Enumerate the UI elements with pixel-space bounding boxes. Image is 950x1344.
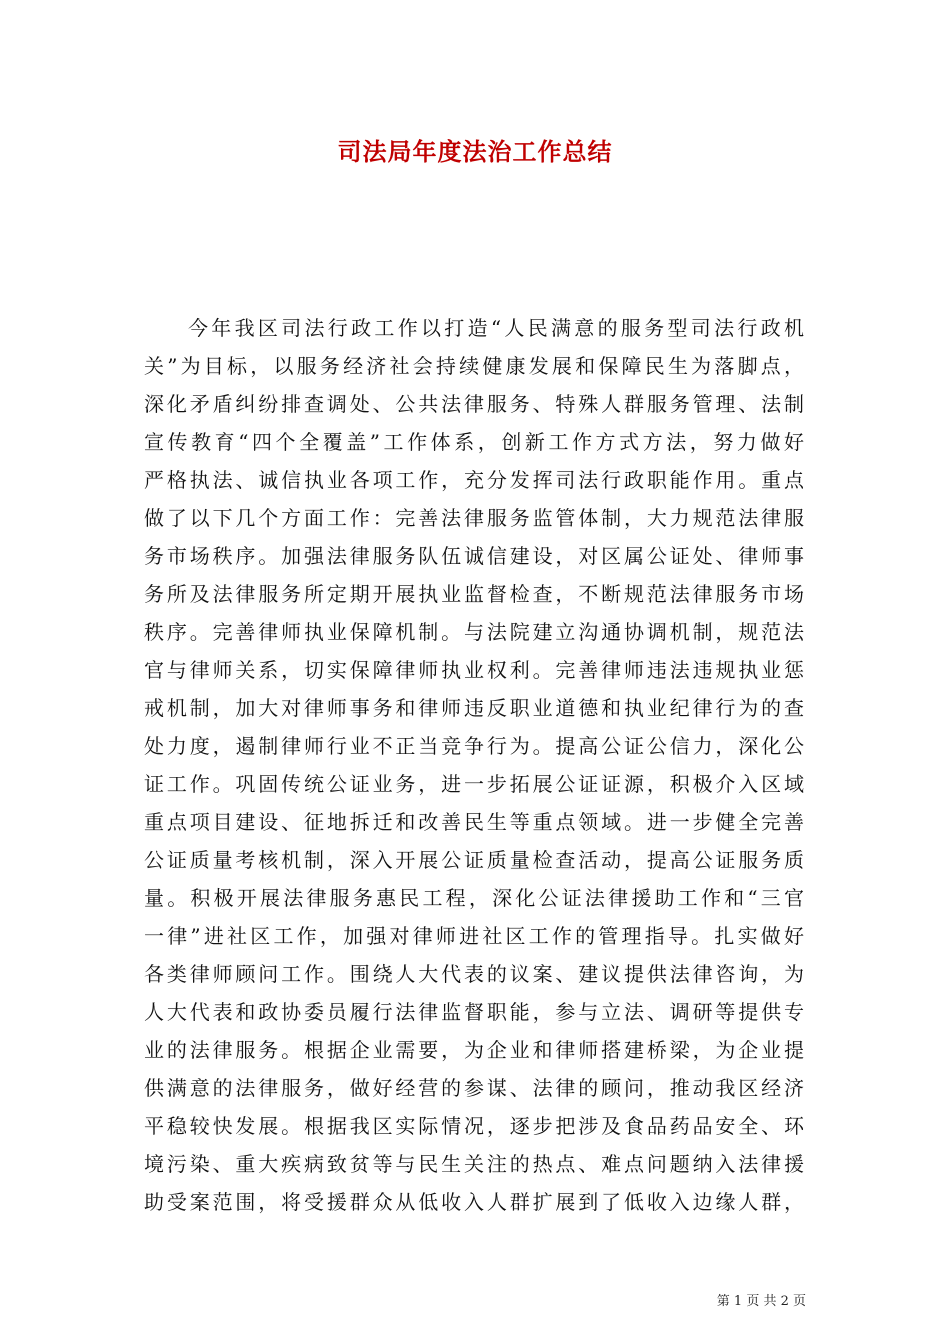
document-body	[144, 309, 804, 1221]
body-line: 助受案范围，将受援群众从低收入人群扩展到了低收入边缘人群，	[144, 1190, 804, 1214]
body-line: 业的法律服务。根据企业需要，为企业和律师搭建桥梁，为企业提	[144, 1038, 804, 1062]
body-line: 务所及法律服务所定期开展执业监督检查，不断规范法律服务市场	[144, 582, 804, 606]
body-line: 境污染、重大疾病致贫等与民生关注的热点、难点问题纳入法律援	[144, 1152, 804, 1176]
body-line: 量。积极开展法律服务惠民工程，深化公证法律援助工作和“三官	[144, 886, 804, 910]
body-line: 秩序。完善律师执业保障机制。与法院建立沟通协调机制，规范法	[144, 620, 804, 644]
document-title: 司法局年度法治工作总结	[337, 137, 613, 166]
body-line: 供满意的法律服务，做好经营的参谋、法律的顾问，推动我区经济	[144, 1076, 804, 1100]
body-line: 关”为目标，以服务经济社会持续健康发展和保障民生为落脚点，	[144, 354, 804, 378]
body-line: 宣传教育“四个全覆盖”工作体系，创新工作方式方法，努力做好	[144, 430, 804, 454]
body-line: 人大代表和政协委员履行法律监督职能，参与立法、调研等提供专	[144, 1000, 804, 1024]
body-line: 公证质量考核机制，深入开展公证质量检查活动，提高公证服务质	[144, 848, 804, 872]
body-line: 证工作。巩固传统公证业务，进一步拓展公证证源，积极介入区域	[144, 772, 804, 796]
body-line: 戒机制，加大对律师事务和律师违反职业道德和执业纪律行为的查	[144, 696, 804, 720]
body-line: 严格执法、诚信执业各项工作，充分发挥司法行政职能作用。重点	[144, 468, 804, 492]
body-line: 做了以下几个方面工作：完善法律服务监管体制，大力规范法律服	[144, 506, 804, 530]
body-line: 处力度，遏制律师行业不正当竞争行为。提高公证公信力，深化公	[144, 734, 804, 758]
body-line: 一律”进社区工作，加强对律师进社区工作的管理指导。扎实做好	[144, 924, 804, 948]
body-line: 深化矛盾纠纷排查调处、公共法律服务、特殊人群服务管理、法制	[144, 392, 804, 416]
body-line: 各类律师顾问工作。围绕人大代表的议案、建议提供法律咨询，为	[144, 962, 804, 986]
body-line: 今年我区司法行政工作以打造“人民满意的服务型司法行政机	[188, 316, 804, 340]
body-line: 官与律师关系，切实保障律师执业权利。完善律师违法违规执业惩	[144, 658, 804, 682]
body-line: 平稳较快发展。根据我区实际情况，逐步把涉及食品药品安全、环	[144, 1114, 804, 1138]
body-line: 务市场秩序。加强法律服务队伍诚信建设，对区属公证处、律师事	[144, 544, 804, 568]
page-number-indicator: 第 1 页 共 2 页	[716, 1294, 806, 1309]
body-line: 重点项目建设、征地拆迁和改善民生等重点领域。进一步健全完善	[144, 810, 804, 834]
